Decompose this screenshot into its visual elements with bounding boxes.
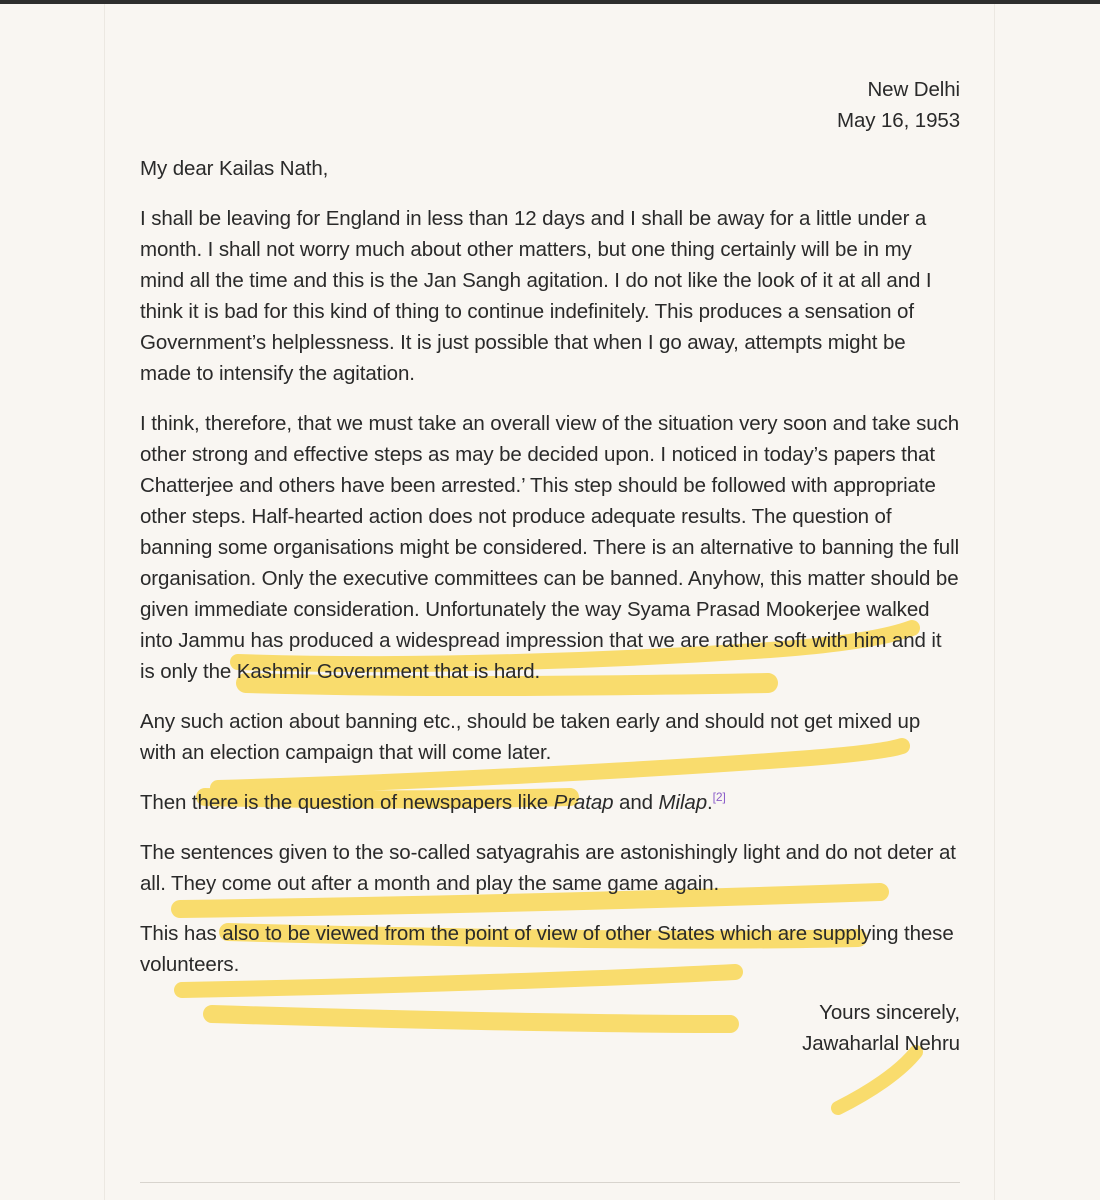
paragraph-4-text: Then there is the question of newspapers like (140, 791, 554, 814)
paragraph-4-period: . (707, 791, 713, 814)
page-edge-left (104, 4, 105, 1200)
paragraph-5: The sentences given to the so-called satyagrahis are astonishingly light and do not deter at all. They come out after a month and play the same game again. (140, 841, 956, 895)
letter-closing: Yours sincerely, (819, 1001, 960, 1024)
paragraph-1: I shall be leaving for England in less than 12 days and I shall be away for a little under a month. I shall not worry much about other matters, but one thing certainly will be in my mind all the time and this is the Jan Sangh agitation. I do not like the look of it at all and I think it is bad for this kind of thing to continue indefinitely. This produces a sensation of Government’s helplessness. It is just possible that when I go away, attempts might be made to intensify the agitation. (140, 207, 932, 385)
bottom-divider (140, 1182, 960, 1183)
paragraph-4 (140, 787, 960, 818)
letter-body (140, 74, 960, 1059)
paragraph-2: I think, therefore, that we must take an overall view of the situation very soon and take such other strong and effective steps as may be decided upon. I noticed in today’s papers that Chatterjee and others have been arrested.’ This step should be followed with appropriate other steps. Half-hearted action does not produce adequate results. The question of banning some organisations might be considered. There is an alternative to banning the full organisation. Only the executive committees can be banned. Anyhow, this matter should be given immediate consideration. Unfortunately the way Syama Prasad Mookerjee walked into Jammu has produced a widespread impression that we are rather soft with him and it is only the Kashmir Government that is hard. (140, 412, 960, 683)
letter-date: May 16, 1953 (836, 109, 960, 132)
paragraph-6: This has also to be viewed from the point of view of other States which are supplying these volunteers. (140, 922, 954, 976)
letter-signature: Jawaharlal Nehru (802, 1032, 960, 1055)
letter-salutation: My dear Kailas Nath, (140, 157, 329, 180)
letter-place: New Delhi (867, 78, 960, 101)
newspaper-milap: Milap (658, 791, 708, 814)
paragraph-3: Any such action about banning etc., should be taken early and should not get mixed up with an election campaign that will come later. (140, 710, 921, 764)
footnote-link[interactable]: [2] (712, 790, 726, 805)
paragraph-4-and: and (613, 791, 659, 814)
page-edge-right (994, 4, 995, 1200)
newspaper-pratap: Pratap (553, 791, 614, 814)
